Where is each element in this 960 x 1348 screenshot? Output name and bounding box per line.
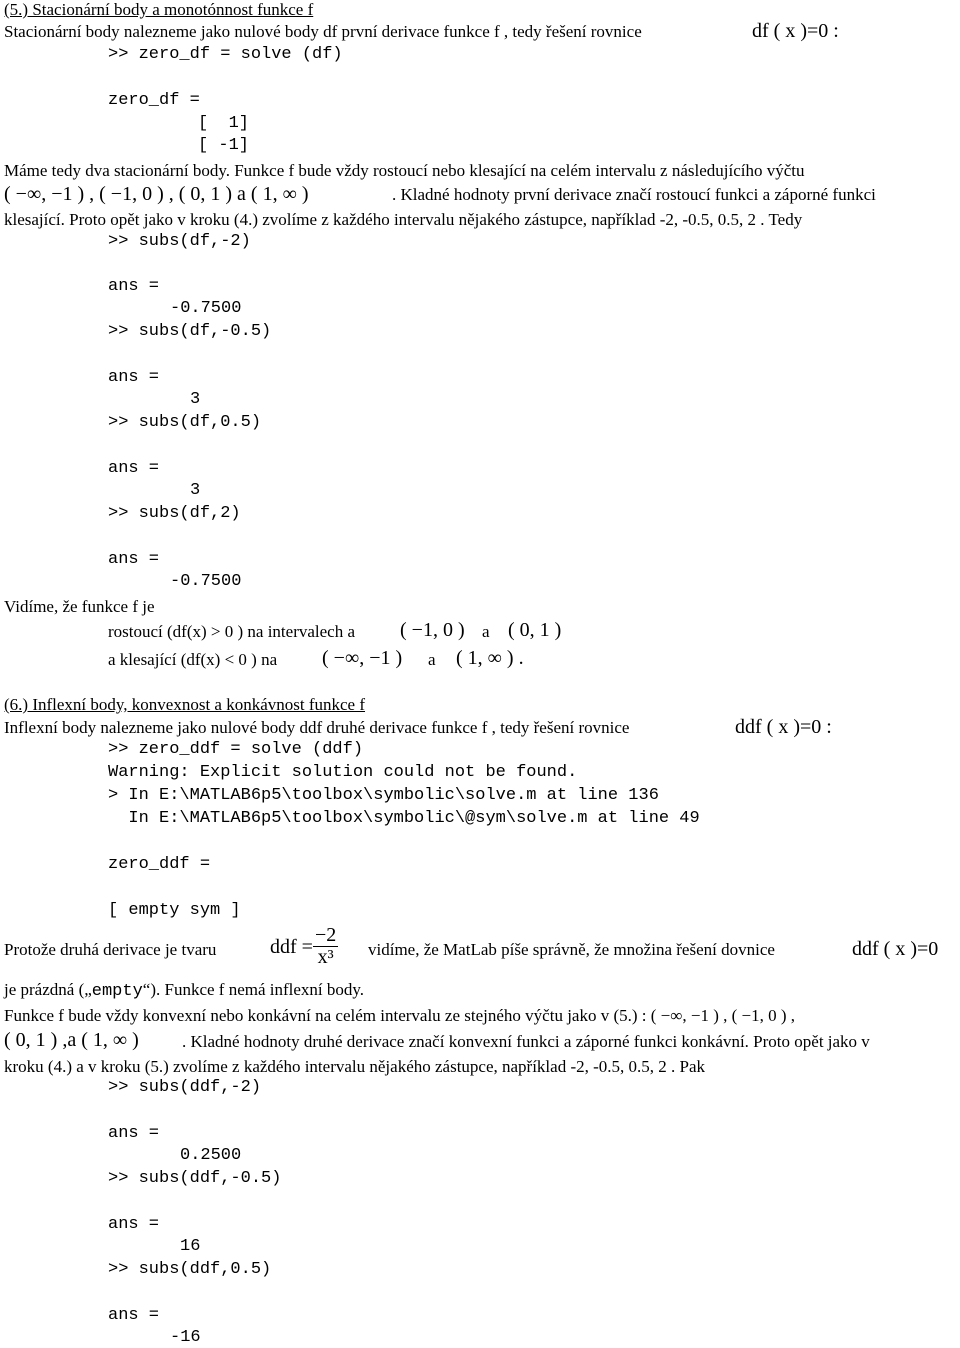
decreasing-text: a klesající (df(x) < 0 ) na xyxy=(108,650,278,669)
decreasing-interval-2: ( 1, ∞ ) . xyxy=(456,647,524,669)
cmd-solve-df: >> zero_df = solve (df) xyxy=(108,45,343,64)
increasing-interval-2: ( 0, 1 ) xyxy=(508,619,562,641)
increasing-interval-1: ( −1, 0 ) xyxy=(400,619,465,641)
ddf-equation: ddf ( x )=0 xyxy=(852,938,939,960)
empty-set-text-a: je prázdná („ xyxy=(4,980,92,999)
section-5-title-text: (5.) Stacionární body a monotónnost funkce f xyxy=(4,0,314,19)
paragraph-ddf-form-tail: vidíme, že MatLab píše správně, že množina řešení dovnice xyxy=(368,940,775,959)
ans-value: -16 xyxy=(170,1328,201,1347)
cmd-subs-df-4: >> subs(df,2) xyxy=(108,504,241,523)
zero-df-row-1: [ 1] xyxy=(198,114,250,133)
paragraph-convexity-sign: . Kladné hodnoty druhé derivace značí konvexní funkci a záporné funkci konkávní. Proto opět jako v xyxy=(182,1032,870,1051)
increasing-text: rostoucí (df(x) > 0 ) na intervalech a xyxy=(108,622,356,641)
ans-label: ans = xyxy=(108,368,160,387)
paragraph-convexity-representatives: kroku (4.) a v kroku (5.) zvolíme z každého intervalu nějakého zástupce, například -2, -0.5, 0.5, 2 . Pak xyxy=(4,1057,706,1076)
ans-value: 3 xyxy=(190,481,201,500)
section-5-equation: df ( x )=0 : xyxy=(752,20,839,42)
paragraph-representatives: klesající. Proto opět jako v kroku (4.) zvolíme z každého intervalu nějakého zástupce, například -2, -0.5, 0.5, 2 . Tedy xyxy=(4,210,803,229)
section-6-equation: ddf ( x )=0 : xyxy=(735,716,832,738)
section-6-title-text: (6.) Inflexní body, konvexnost a konkávnost funkce f xyxy=(4,695,366,714)
ddf-formula-lhs: ddf = xyxy=(270,935,313,958)
cmd-subs-df-3: >> subs(df,0.5) xyxy=(108,413,262,432)
ddf-numerator: −2 xyxy=(314,924,337,946)
cmd-subs-ddf-2: >> subs(ddf,-0.5) xyxy=(108,1169,282,1188)
zero-df-label: zero_df = xyxy=(108,91,200,110)
ans-label: ans = xyxy=(108,1306,160,1325)
trace-line-2: In E:\MATLAB6p5\toolbox\symbolic\@sym\solve.m at line 49 xyxy=(108,809,700,828)
section-5-title xyxy=(4,0,313,20)
cmd-subs-df-2: >> subs(df,-0.5) xyxy=(108,322,272,341)
zero-ddf-label: zero_ddf = xyxy=(108,855,211,874)
paragraph-derivative-sign: . Kladné hodnoty první derivace značí rostoucí funkci a záporné funkci xyxy=(392,185,876,204)
conclusion-monotonicity: Vidíme, že funkce f je xyxy=(4,597,155,616)
ans-value: 16 xyxy=(180,1237,201,1256)
ddf-denominator: x³ xyxy=(317,946,334,968)
ans-value: 0.2500 xyxy=(180,1146,242,1165)
paragraph-ddf-form: Protože druhá derivace je tvaru xyxy=(4,940,217,959)
cmd-subs-df-1: >> subs(df,-2) xyxy=(108,232,251,251)
ddf-fraction xyxy=(313,925,338,968)
paragraph-convexity: Funkce f bude vždy konvexní nebo konkávní na celém intervalu ze stejného výčtu jako v (5.) : ( −∞, −1 ) , ( −1, 0 ) , xyxy=(4,1006,796,1025)
cmd-solve-ddf: >> zero_ddf = solve (ddf) xyxy=(108,740,364,759)
ans-value: -0.7500 xyxy=(170,572,242,591)
trace-line-1: > In E:\MATLAB6p5\toolbox\symbolic\solve.m at line 136 xyxy=(108,786,659,805)
paragraph-empty-set xyxy=(4,980,364,1002)
section-5-intro: Stacionární body nalezneme jako nulové body df první derivace funkce f , tedy řešení rovnice xyxy=(4,22,642,41)
zero-df-row-2: [ -1] xyxy=(198,136,250,155)
ans-label: ans = xyxy=(108,277,160,296)
decreasing-interval-1: ( −∞, −1 ) xyxy=(322,647,403,669)
warning-message: Warning: Explicit solution could not be found. xyxy=(108,763,578,782)
empty-sym: [ empty sym ] xyxy=(108,901,241,920)
ans-value: -0.7500 xyxy=(170,299,242,318)
empty-set-text-b: “). Funkce f nemá inflexní body. xyxy=(142,980,365,999)
and-text: a xyxy=(428,650,436,669)
section-6-intro: Inflexní body nalezneme jako nulové body ddf druhé derivace funkce f , tedy řešení rovnice xyxy=(4,718,630,737)
ddf-formula xyxy=(270,925,338,968)
cmd-subs-ddf-1: >> subs(ddf,-2) xyxy=(108,1078,262,1097)
empty-code: empty xyxy=(91,982,143,1001)
ans-label: ans = xyxy=(108,1215,160,1234)
ans-value: 3 xyxy=(190,390,201,409)
paragraph-stationary: Máme tedy dva stacionární body. Funkce f bude vždy rostoucí nebo klesající na celém intervalu z následujícího výčtu xyxy=(4,161,805,180)
and-text: a xyxy=(482,622,490,641)
convexity-intervals: ( 0, 1 ) ,a ( 1, ∞ ) xyxy=(4,1029,139,1051)
intervals-list: ( −∞, −1 ) , ( −1, 0 ) , ( 0, 1 ) a ( 1, ∞ ) xyxy=(4,183,309,205)
section-6-title xyxy=(4,695,365,715)
ans-label: ans = xyxy=(108,550,160,569)
cmd-subs-ddf-3: >> subs(ddf,0.5) xyxy=(108,1260,272,1279)
ans-label: ans = xyxy=(108,459,160,478)
ans-label: ans = xyxy=(108,1124,160,1143)
